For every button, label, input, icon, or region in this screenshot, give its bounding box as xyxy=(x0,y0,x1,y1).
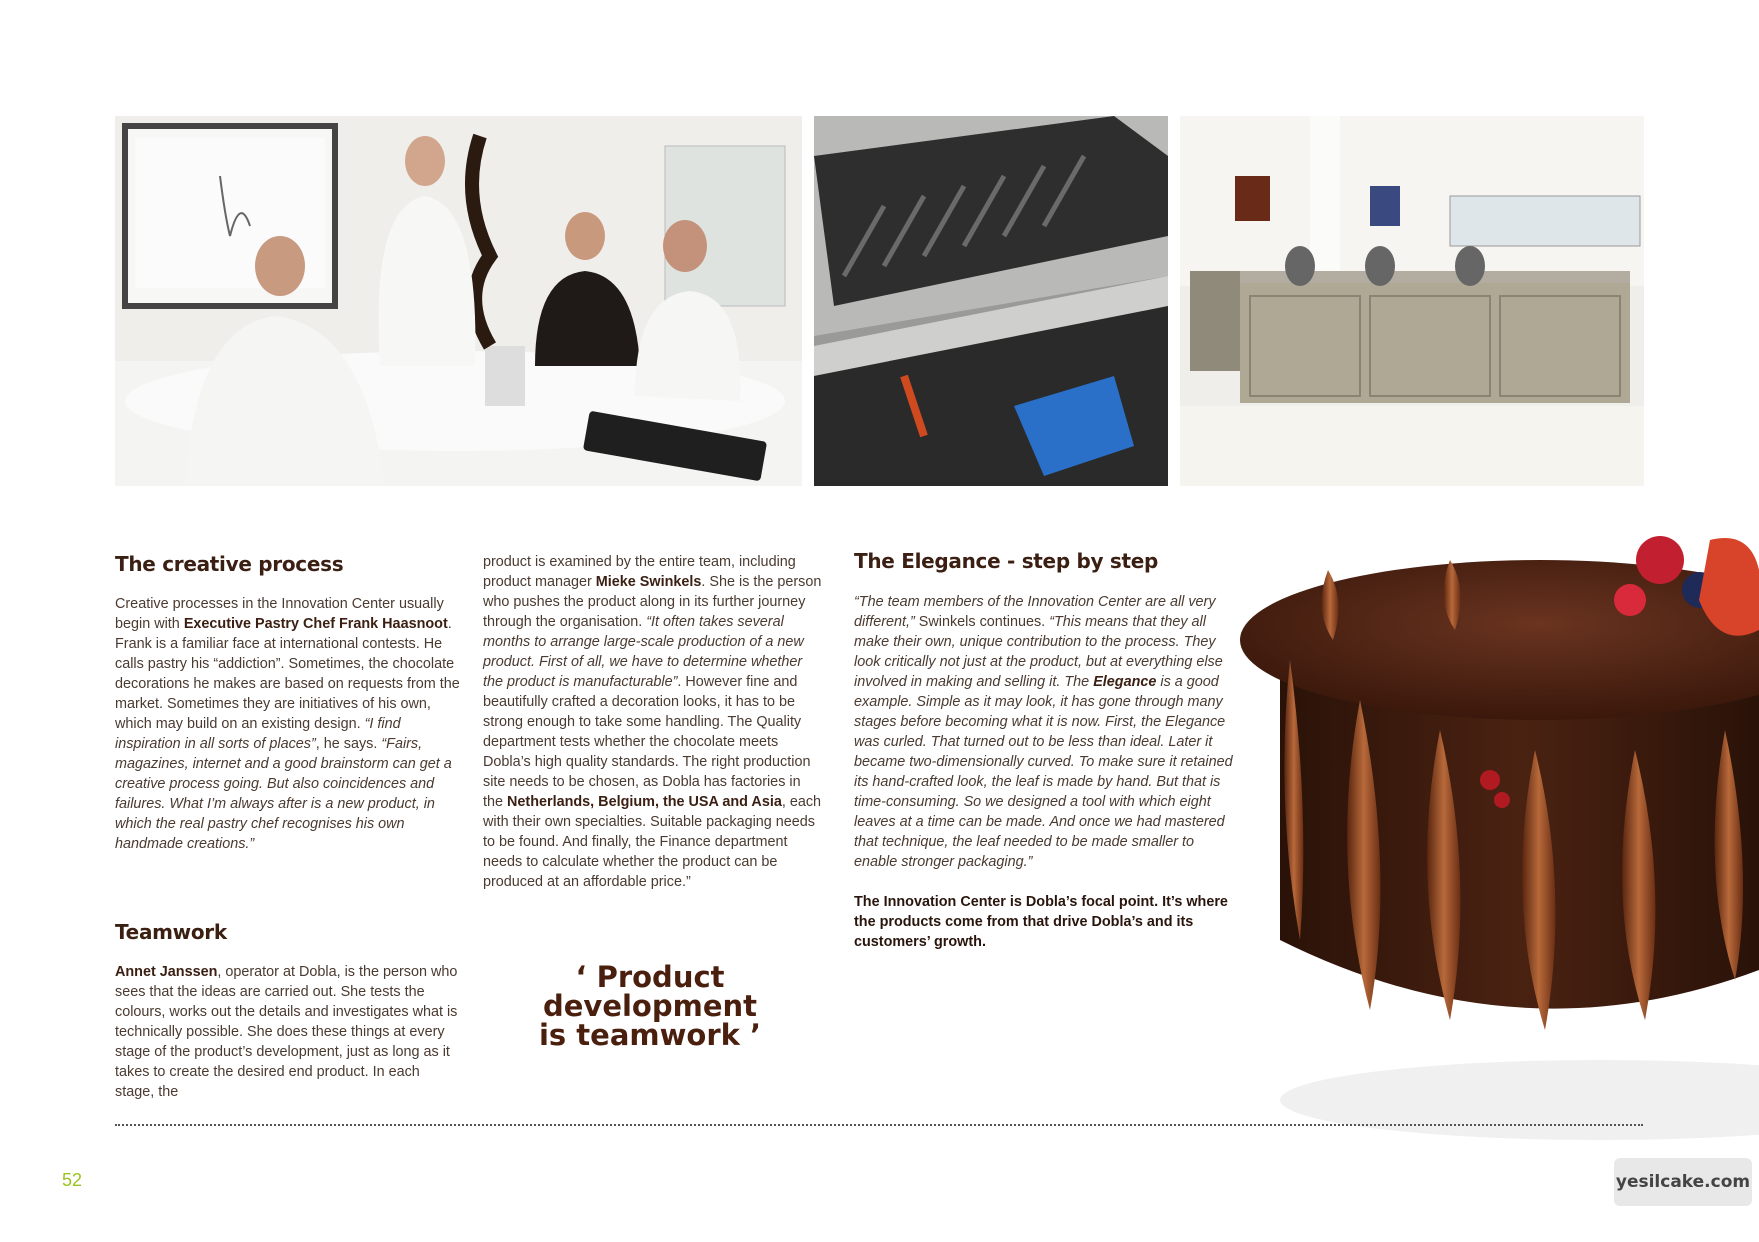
page-number: 52 xyxy=(62,1170,83,1190)
kitchen-photo xyxy=(1180,116,1644,486)
site-logo: yesilcake.com xyxy=(1614,1158,1752,1206)
chocolate-cake-image xyxy=(1240,500,1759,1140)
pull-quote-line-2: is teamwork ’ xyxy=(538,1018,762,1052)
column-two-text xyxy=(483,552,823,892)
column-two-paragraph: product is examined by the entire team, including product manager Mieke Swinkels. She is the person who pushes the product along in its further journey through the organisation. “It often takes several months to arrange large-scale production of a new product. First of all, we have to determine whether the product is manufacturable”. However fine and beautifully crafted a decoration looks, it has to be strong enough to take some handling. The Quality department tests whether the chocolate meets Dobla’s high quality standards. The right production site needs to be chosen, as Dobla has factories in the Netherlands, Belgium, the USA and Asia, each with their own specialties. Suitable packaging needs to be found. And finally, the Finance department needs to calculate whether the product can be produced at an affordable price.” xyxy=(483,554,822,890)
team-meeting-photo xyxy=(115,116,802,486)
elegance-closing-statement: The Innovation Center is Dobla’s focal point. It’s where the products come from that drive Dobla’s and its customers’ growth. xyxy=(854,894,1228,950)
pull-quote xyxy=(480,960,820,1052)
creative-process-paragraph: Creative processes in the Innovation Center usually begin with Executive Pastry Chef Frank Haasnoot. Frank is a familiar face at international contests. He calls pastry his “addiction”. Sometimes, the chocolate decorations he makes are based on requests from the market. Sometimes they are initiatives of his own, which may build on an existing design. “I find inspiration in all sorts of places”, he says. “Fairs, magazines, internet and a good brainstorm can get a creative process going. But also coincidences and failures. What I’m always after is a new product, in which the real pastry chef recognises his own handmade creations.” xyxy=(115,596,460,852)
teamwork-paragraph: Annet Janssen, operator at Dobla, is the person who sees that the ideas are carried out. She tests the colours, works out the details and investigates what is technically possible. She does these things at every stage of the product’s development, just as long as it takes to create the desired end product. In each stage, the xyxy=(115,964,458,1100)
creative-process-heading: The creative process xyxy=(115,552,344,576)
tool-drawers-photo xyxy=(814,116,1168,486)
footer-divider xyxy=(115,1124,1643,1126)
teamwork-heading: Teamwork xyxy=(115,920,227,944)
elegance-text xyxy=(854,592,1239,952)
elegance-paragraph: “The team members of the Innovation Center are all very different,” Swinkels continues. “This means that they all make their own, unique contribution to the process. They look critically not just at the product, but at everything else involved in making and selling it. The Elegance is a good example. Simple as it may look, it has gone through many stages before becoming what it is now. First, the Elegance was curled. That turned out to be less than ideal. Later it became two-dimensionally curved. To make sure it retained its hand-crafted look, the leaf is made by hand. But that is time-consuming. So we designed a tool with which eight leaves at a time can be made. And once we had mastered that technique, the leaf needed to be made smaller to enable stronger packaging.” xyxy=(854,594,1233,870)
pull-quote-line-1: ‘ Product development xyxy=(542,960,758,1023)
teamwork-text xyxy=(115,962,460,1102)
elegance-heading: The Elegance - step by step xyxy=(854,549,1159,573)
creative-process-text xyxy=(115,594,460,854)
